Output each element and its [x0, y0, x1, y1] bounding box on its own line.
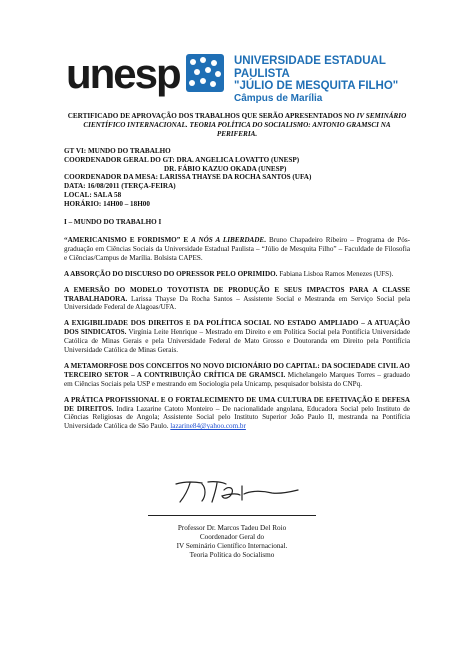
unesp-emblem-icon [186, 54, 224, 92]
gt-name: GT VI: MUNDO DO TRABALHO [64, 146, 171, 155]
signer-name: Professor Dr. Marcos Tadeu Del Roio [177, 524, 287, 532]
signer-role-3: Teoria Política do Socialismo [189, 551, 275, 559]
paper-entry: A PRÁTICA PROFISSIONAL E O FORTALECIMENTO DE UMA CULTURA DE EFETIVAÇÃO E DEFESA DE DIREITOS. Indira Lazarine Catoto Monteiro – De nacionalidade angolana, Educadora Social pelo Instituto de Ciências Religiosas de Angola; Assistente Social pelo Instituto Superior João Paulo II, mestranda na Pontifícia Universidade Católica de São Paulo. lazarine84@yahoo.com.br [64, 395, 410, 431]
session-date: DATA: 16/08/2011 (TERÇA-FEIRA) [64, 182, 176, 191]
paper-entry: A ABSORÇÃO DO DISCURSO DO OPRESSOR PELO OPRIMIDO. Fabiana Lisboa Ramos Menezes (UFS). [64, 269, 394, 278]
letterhead [66, 50, 426, 104]
session-info [64, 147, 410, 209]
general-coordinator: COORDENADOR GERAL DO GT: DRA. ANGELICA LOVATTO (UNESP) [64, 155, 300, 164]
section-heading: I – MUNDO DO TRABALHO I [64, 218, 162, 227]
university-line-2: "JÚLIO DE MESQUITA FILHO" [234, 80, 399, 92]
session-time: HORÁRIO: 14H00 – 18H00 [64, 200, 150, 209]
general-coordinator-2: DR. FÁBIO KAZUO OKADA (UNESP) [164, 164, 287, 173]
email-link[interactable]: lazarine84@yahoo.com.br [170, 422, 246, 431]
signer-block [148, 524, 316, 560]
campus-name: Câmpus de Marília [234, 92, 323, 104]
document-body [64, 112, 410, 438]
signer-role-1: Coordenador Geral do [199, 533, 265, 541]
certificate-title-line: CERTIFICADO DE APROVAÇÃO DOS TRABALHOS QUE SERÃO APRESENTADOS NO [67, 112, 355, 120]
signer-role-2: IV Seminário Científico Internacional. [176, 542, 288, 550]
paper-entry: A EMERSÃO DO MODELO TOYOTISTA DE PRODUÇÃO E SEUS IMPACTOS PARA A CLASSE TRABALHADORA. Larissa Thayse Da Rocha Santos – Assistente Social e Mestranda em Serviço Social pela Universidade Federal de Alagoas/UFA. [64, 285, 410, 312]
signature-line [148, 515, 316, 516]
table-coordinator: COORDENADOR DA MESA: LARISSA THAYSE DA ROCHA SANTOS (UFA) [64, 173, 312, 182]
handwritten-signature [172, 478, 302, 504]
university-line-1: UNIVERSIDADE ESTADUAL PAULISTA [234, 55, 386, 80]
unesp-logo: unesp [66, 50, 180, 97]
session-location: LOCAL: SALA 58 [64, 191, 122, 200]
paper-entry: A METAMORFOSE DOS CONCEITOS NO NOVO DICIONÁRIO DO CAPITAL: DA SOCIEDADE CIVIL AO TERCEIRO SETOR – A CONTRIBUIÇÃO CRÍTICA DE GRAMSCI. Michelangelo Marques Torres – graduado em Ciências Sociais pela USP e mestrando em Sociologia pela Unicamp, pesquisador bolsista do CNPq. [64, 361, 410, 388]
certificate-title [64, 112, 410, 139]
paper-entry: “AMERICANISMO E FORDISMO” E A NÓS A LIBERDADE. Bruno Chapadeiro Ribeiro – Programa de Pós-graduação em Ciências Sociais da Universidade Estadual Paulista – “Júlio de Mesquita Filho” – Faculdade de Filosofia e Ciências/Campus de Marília. Bolsista CAPES. [64, 235, 410, 262]
university-name [234, 55, 426, 105]
paper-entry: A EXIGIBILIDADE DOS DIREITOS E DA POLÍTICA SOCIAL NO ESTADO AMPLIADO – A ATUAÇÃO DOS SINDICATOS. Virgínia Leite Henrique – Mestrado em Direito e em Política Social pela Pontifícia Universidade Católica de Minas Gerais e pela Universidade Federal de Mato Grosso e Doutoranda em Direito pela Pontifícia Universidade Católica de Minas Gerais. [64, 319, 410, 355]
seminar-title: IV SEMINÁRIO CIENTÍFICO INTERNACIONAL. TEORIA POLÍTICA DO SOCIALISMO: ANTONIO GRAMSCI NA PERIFERIA. [83, 112, 407, 138]
